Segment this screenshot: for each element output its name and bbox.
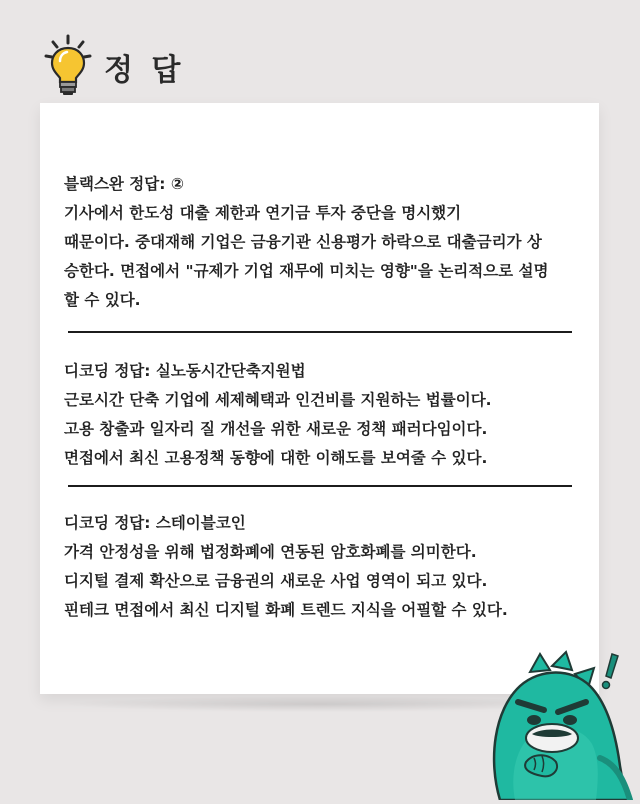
section-heading: 디코딩 정답: 실노동시간단축지원법	[64, 362, 306, 380]
dinosaur-mascot-icon	[470, 640, 640, 800]
section-line: 면접에서 최신 고용정책 동향에 대한 이해도를 보여줄 수 있다.	[64, 449, 488, 467]
answer-section-decoding-2	[64, 509, 584, 625]
section-line: 핀테크 면접에서 최신 디지털 화폐 트렌드 지식을 어필할 수 있다.	[64, 601, 508, 619]
page-header	[44, 34, 184, 98]
section-heading: 디코딩 정답: 스테이블코인	[64, 514, 246, 532]
lightbulb-icon	[44, 34, 92, 98]
section-line: 가격 안정성을 위해 법정화폐에 연동된 암호화폐를 의미한다.	[64, 543, 477, 561]
page-title: 정 답	[104, 53, 185, 88]
answer-section-decoding-1	[64, 357, 584, 473]
section-divider	[68, 485, 572, 487]
section-line: 고용 창출과 일자리 질 개선을 위한 새로운 정책 패러다임이다.	[64, 420, 488, 438]
section-divider	[68, 331, 572, 333]
answer-card	[40, 103, 599, 694]
section-line: 근로시간 단축 기업에 세제혜택과 인건비를 지원하는 법률이다.	[64, 391, 492, 409]
section-line: 승한다. 면접에서 "규제가 기업 재무에 미치는 영향"을 논리적으로 설명	[64, 262, 549, 280]
section-line: 기사에서 한도성 대출 제한과 연기금 투자 중단을 명시했기	[64, 204, 462, 222]
section-line: 때문이다. 중대재해 기업은 금융기관 신용평가 하락으로 대출금리가 상	[64, 233, 542, 251]
answer-section-black-swan	[64, 170, 584, 315]
section-line: 할 수 있다.	[64, 291, 141, 309]
section-heading: 블랙스완 정답: ②	[64, 175, 184, 193]
section-line: 디지털 결제 확산으로 금융권의 새로운 사업 영역이 되고 있다.	[64, 572, 488, 590]
